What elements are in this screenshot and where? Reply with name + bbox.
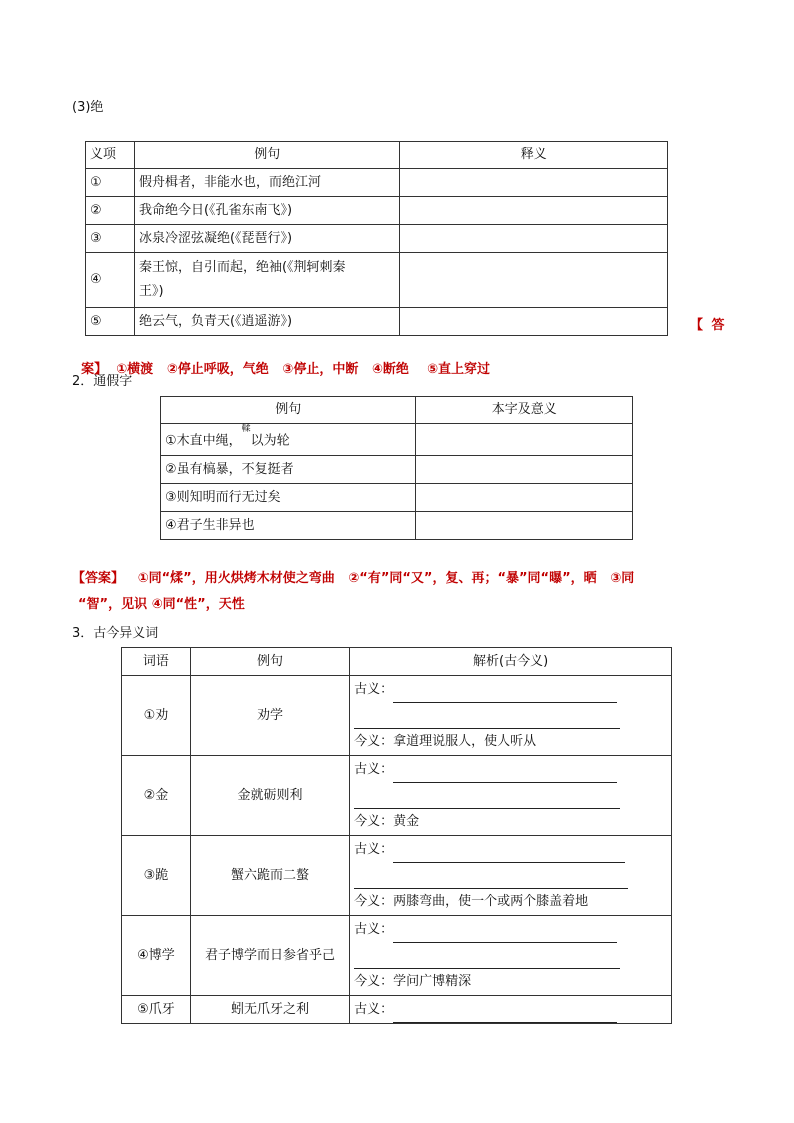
meaning-cell bbox=[400, 197, 668, 225]
answer-blank bbox=[393, 688, 617, 703]
jin-meaning: 学问广博精深 bbox=[393, 973, 472, 989]
jin-label: 今义： bbox=[354, 813, 394, 829]
section-heading-jue: (3)绝 bbox=[72, 100, 104, 115]
answer-block bbox=[72, 343, 490, 377]
answer-label: 案】 bbox=[81, 362, 108, 377]
meaning-cell bbox=[416, 484, 633, 512]
answer-blank bbox=[354, 874, 628, 889]
header-cell: 释义 bbox=[400, 142, 668, 169]
analysis-cell bbox=[350, 836, 672, 916]
answer-block bbox=[72, 567, 634, 586]
table-row bbox=[161, 456, 633, 484]
table-row bbox=[86, 169, 668, 197]
jin-label: 今义： bbox=[354, 893, 394, 909]
tongjia-table bbox=[160, 396, 633, 540]
item-number: ② bbox=[86, 197, 135, 225]
example-sentence: 冰泉冷涩弦凝绝(《琵琶行》) bbox=[134, 225, 400, 253]
table-row bbox=[86, 225, 668, 253]
header-cell: 本字及意义 bbox=[416, 397, 633, 424]
answer-text: ①同“煣”，用火烘烤木材使之弯曲 ②“有”同“又”，复、再；“暴”同“曝”，晒 ③同 bbox=[137, 571, 635, 586]
analysis-cell bbox=[350, 996, 672, 1024]
table-row bbox=[122, 676, 672, 756]
sentence-line: 秦王惊，自引而起，绝袖(《荆轲刺秦 bbox=[138, 260, 346, 275]
answer-blank bbox=[354, 794, 620, 809]
example-sentence: 君子博学而日参省乎己 bbox=[190, 916, 349, 996]
jin-meaning: 黄金 bbox=[393, 813, 420, 829]
jin-label: 今义： bbox=[354, 733, 394, 749]
example-sentence: ①木直中绳，$^輮$以为轮 bbox=[161, 424, 416, 456]
meaning-cell bbox=[416, 456, 633, 484]
answer-label: 【 答 bbox=[690, 318, 725, 333]
analysis-cell bbox=[350, 676, 672, 756]
answer-blank bbox=[393, 768, 617, 783]
table-row bbox=[122, 756, 672, 836]
table-header-row bbox=[122, 648, 672, 676]
answer-blank bbox=[393, 1008, 617, 1023]
table-row bbox=[86, 308, 668, 336]
gujin-table bbox=[121, 647, 672, 1024]
gu-label: 古义： bbox=[354, 841, 394, 857]
table-row bbox=[86, 197, 668, 225]
example-sentence bbox=[134, 253, 400, 308]
jue-table bbox=[85, 141, 668, 336]
example-sentence: 假舟楫者，非能水也，而绝江河 bbox=[134, 169, 400, 197]
example-sentence: ③则知明而行无过矣 bbox=[161, 484, 416, 512]
meaning-cell bbox=[416, 424, 633, 456]
example-sentence: 金就砺则利 bbox=[190, 756, 349, 836]
header-cell: 词语 bbox=[122, 648, 191, 676]
word-cell: ⑤爪牙 bbox=[122, 996, 191, 1024]
answer-text: ①横渡 ②停止呼吸，气绝 ③停止，中断 ④断绝 ⑤直上穿过 bbox=[116, 362, 491, 377]
example-sentence: 劝学 bbox=[190, 676, 349, 756]
sentence-line: 王》) bbox=[138, 284, 164, 299]
word-cell: ③跪 bbox=[122, 836, 191, 916]
example-sentence: ②虽有槁暴，不复挺者 bbox=[161, 456, 416, 484]
word-cell: ①劝 bbox=[122, 676, 191, 756]
table-row bbox=[86, 253, 668, 308]
meaning-cell bbox=[416, 512, 633, 540]
item-number: ③ bbox=[86, 225, 135, 253]
table-row bbox=[161, 424, 633, 456]
analysis-cell bbox=[350, 916, 672, 996]
header-cell: 解析(古今义) bbox=[350, 648, 672, 676]
item-number: ① bbox=[86, 169, 135, 197]
item-number: ⑤ bbox=[86, 308, 135, 336]
gu-label: 古义： bbox=[354, 761, 394, 777]
gu-label: 古义： bbox=[354, 921, 394, 937]
jin-meaning: 拿道理说服人，使人听从 bbox=[393, 733, 537, 749]
header-cell: 例句 bbox=[161, 397, 416, 424]
answer-blank bbox=[354, 954, 620, 969]
table-row bbox=[122, 836, 672, 916]
table-row bbox=[122, 916, 672, 996]
item-number: ④ bbox=[86, 253, 135, 308]
example-sentence: 蟹六跪而二螯 bbox=[190, 836, 349, 916]
word-cell: ②金 bbox=[122, 756, 191, 836]
example-sentence: 我命绝今日(《孔雀东南飞》) bbox=[134, 197, 400, 225]
gu-label: 古义： bbox=[354, 681, 394, 697]
section-heading-tongjia: 2．通假字 bbox=[72, 374, 133, 389]
table-row bbox=[161, 512, 633, 540]
word-cell: ④博学 bbox=[122, 916, 191, 996]
example-sentence: ④君子生非异也 bbox=[161, 512, 416, 540]
meaning-cell bbox=[400, 169, 668, 197]
answer-blank bbox=[393, 928, 617, 943]
table-header-row bbox=[86, 142, 668, 169]
answer-label: 【答案】 bbox=[72, 571, 125, 586]
small-character: 輮 bbox=[241, 424, 251, 435]
section-heading-gujin: 3．古今异义词 bbox=[72, 626, 159, 641]
jin-meaning: 两膝弯曲，使一个或两个膝盖着地 bbox=[393, 893, 589, 909]
meaning-cell bbox=[400, 308, 668, 336]
table-row bbox=[122, 996, 672, 1024]
header-cell: 例句 bbox=[190, 648, 349, 676]
header-cell: 义项 bbox=[86, 142, 135, 169]
jin-label: 今义： bbox=[354, 973, 394, 989]
analysis-cell bbox=[350, 756, 672, 836]
answer-blank bbox=[354, 714, 620, 729]
meaning-cell bbox=[400, 225, 668, 253]
meaning-cell bbox=[400, 253, 668, 308]
answer-blank bbox=[393, 848, 625, 863]
table-row bbox=[161, 484, 633, 512]
table-header-row bbox=[161, 397, 633, 424]
example-sentence: 蚓无爪牙之利 bbox=[190, 996, 349, 1024]
header-cell: 例句 bbox=[134, 142, 400, 169]
example-sentence: 绝云气，负青天(《逍遥游》) bbox=[134, 308, 400, 336]
gu-label: 古义： bbox=[354, 1001, 394, 1017]
answer-text: “智”，见识 ④同“性”，天性 bbox=[78, 597, 245, 612]
